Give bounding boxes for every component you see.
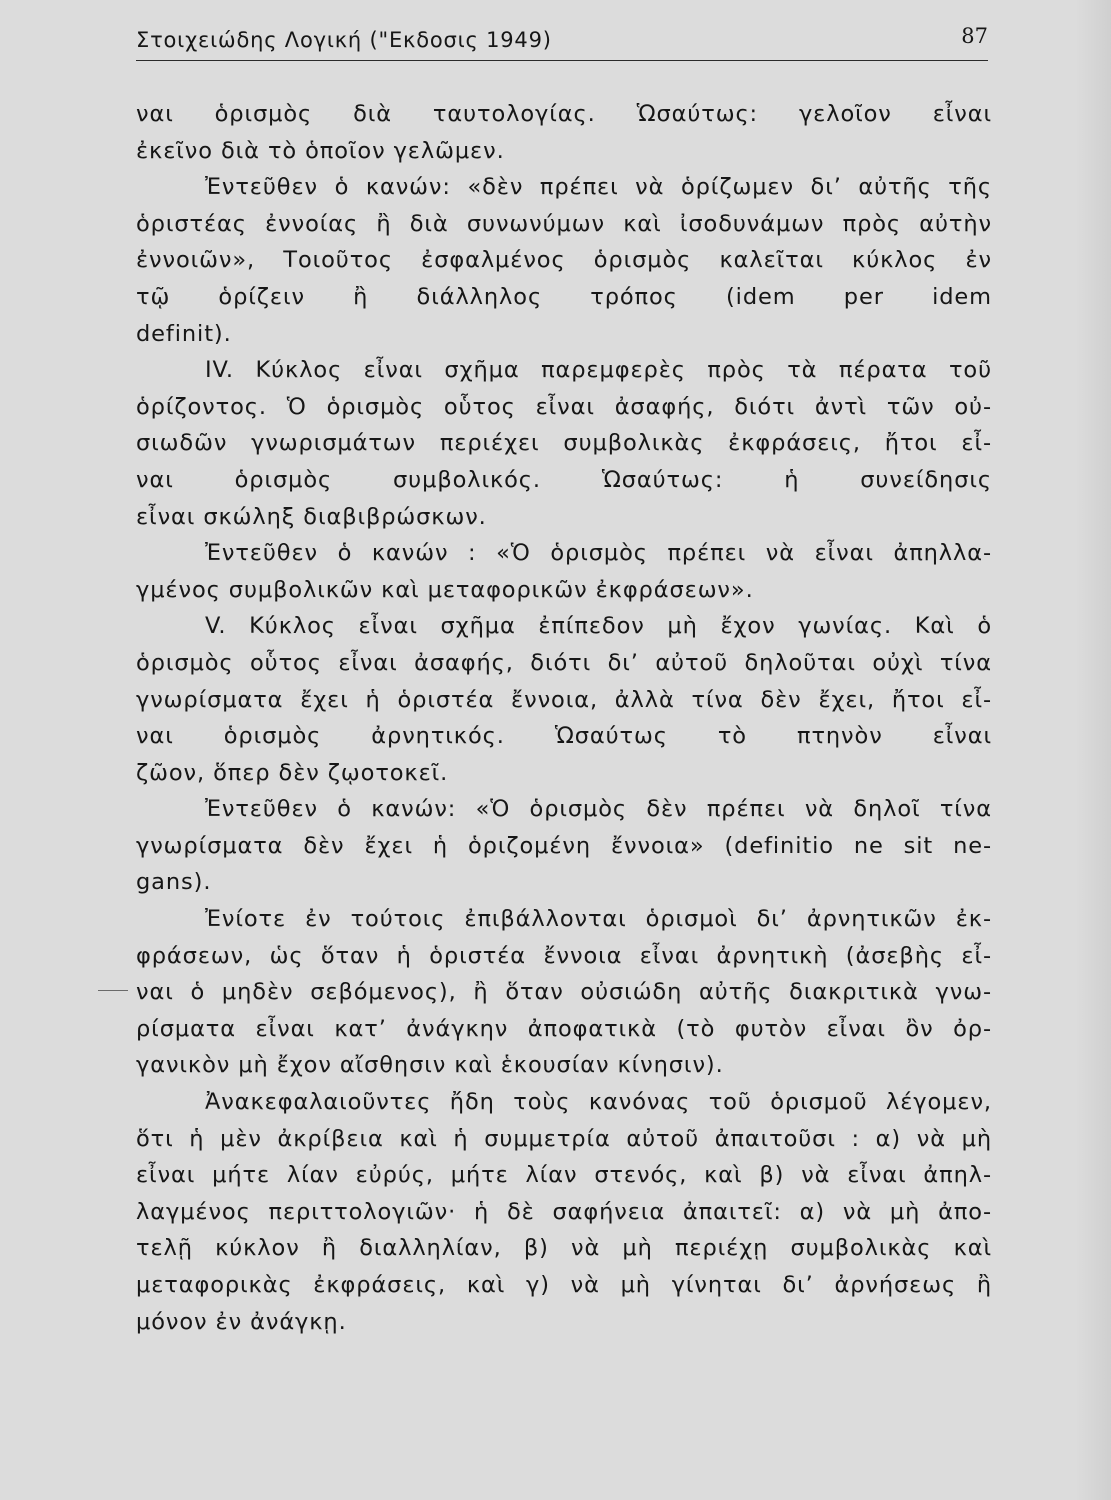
text-line: V. Κύκλος εἶναι σχῆμα ἐπίπεδον μὴ ἔχον γωνίας. Καὶ ὁ — [205, 613, 992, 640]
text-line: ὁριστέας ἐννοίας ἢ διὰ συνωνύμων καὶ ἰσοδυνάμων πρὸς αὐτὴν — [136, 210, 992, 237]
text-line: μόνον ἐν ἀνάγκῃ. — [136, 1308, 347, 1335]
text-line: εἶναι σκώληξ διαβιβρώσκων. — [136, 503, 487, 530]
margin-mark — [98, 990, 128, 991]
text-line: IV. Κύκλος εἶναι σχῆμα παρεμφερὲς πρὸς τὰ πέρατα τοῦ — [205, 357, 992, 384]
running-header — [136, 24, 988, 61]
text-line: γνωρίσματα δὲν ἔχει ἡ ὁριζομένη ἔννοια» (definitio ne sit ne- — [136, 832, 992, 859]
text-line: Ἐντεῦθεν ὁ κανών: «δὲν πρέπει νὰ ὁρίζωμεν δι’ αὐτῆς τῆς — [205, 174, 992, 201]
text-line: γμένος συμβολικῶν καὶ μεταφορικῶν ἐκφράσεων». — [136, 576, 754, 603]
text-line: ναι ὁρισμὸς ἀρνητικός. Ὡσαύτως τὸ πτηνὸν εἶναι — [136, 723, 992, 750]
text-line: ναι ὁρισμὸς συμβολικός. Ὡσαύτως: ἡ συνείδησις — [136, 466, 992, 493]
text-line: λαγμένος περιττολογιῶν· ἡ δὲ σαφήνεια ἀπαιτεῖ: α) νὰ μὴ ἀπο- — [136, 1198, 992, 1225]
text-line: definit). — [136, 320, 232, 347]
text-line: Ἐντεῦθεν ὁ κανών : «Ὁ ὁρισμὸς πρέπει νὰ εἶναι ἀπηλλα- — [205, 540, 992, 567]
text-line: gans). — [136, 869, 212, 896]
text-line: ζῶον, ὅπερ δὲν ζῳοτοκεῖ. — [136, 759, 449, 786]
text-line: Ἐντεῦθεν ὁ κανών: «Ὁ ὁρισμὸς δὲν πρέπει νὰ δηλοῖ τίνα — [205, 796, 992, 823]
text-line: γνωρίσματα ἔχει ἡ ὁριστέα ἔννοια, ἀλλὰ τίνα δὲν ἔχει, ἤτοι εἶ- — [136, 686, 992, 713]
scan-shadow — [1075, 0, 1111, 1500]
text-line: ὁρίζοντος. Ὁ ὁρισμὸς οὗτος εἶναι ἀσαφής, διότι ἀντὶ τῶν οὐ- — [136, 393, 992, 420]
text-line: εἶναι μήτε λίαν εὐρύς, μήτε λίαν στενός, καὶ β) νὰ εἶναι ἀπηλ- — [136, 1162, 992, 1189]
page-number: 87 — [961, 24, 988, 48]
text-line: τελῇ κύκλον ἢ διαλληλίαν, β) νὰ μὴ περιέχῃ συμβολικὰς καὶ — [136, 1235, 992, 1262]
text-line: ναι ὁ μηδὲν σεβόμενος), ἢ ὅταν οὐσιώδη αὐτῆς διακριτικὰ γνω- — [136, 979, 992, 1006]
running-title: Στοιχειώδης Λογική ("Εκδοσις 1949) — [136, 28, 552, 52]
text-line: τῷ ὁρίζειν ἢ διάλληλος τρόπος (idem per idem — [136, 283, 992, 310]
text-line: ὅτι ἡ μὲν ἀκρίβεια καὶ ἡ συμμετρία αὐτοῦ ἀπαιτοῦσι : α) νὰ μὴ — [136, 1125, 992, 1152]
text-line: φράσεων, ὡς ὅταν ἡ ὁριστέα ἔννοια εἶναι ἀρνητικὴ (ἀσεβὴς εἶ- — [136, 942, 992, 969]
text-line: ναι ὁρισμὸς διὰ ταυτολογίας. Ὡσαύτως: γελοῖον εἶναι — [136, 101, 992, 127]
text-line: γανικὸν μὴ ἔχον αἴσθησιν καὶ ἑκουσίαν κίνησιν). — [136, 1052, 724, 1079]
text-line: Ἀνακεφαλαιοῦντες ἤδη τοὺς κανόνας τοῦ ὁρισμοῦ λέγομεν, — [205, 1089, 992, 1116]
text-line: σιωδῶν γνωρισμάτων περιέχει συμβολικὰς ἐκφράσεις, ἤτοι εἶ- — [136, 430, 992, 457]
text-line: ὁρισμὸς οὗτος εἶναι ἀσαφής, διότι δι’ αὐτοῦ δηλοῦται οὐχὶ τίνα — [136, 649, 992, 676]
text-line: ρίσματα εἶναι κατ’ ἀνάγκην ἀποφατικὰ (τὸ φυτὸν εἶναι ὂν ὀρ- — [136, 1015, 992, 1042]
text-line: μεταφορικὰς ἐκφράσεις, καὶ γ) νὰ μὴ γίνηται δι’ ἀρνήσεως ἢ — [136, 1272, 992, 1298]
text-line: ἐννοιῶν», Τοιοῦτος ἐσφαλμένος ὁρισμὸς καλεῖται κύκλος ἐν — [136, 247, 992, 274]
body-text — [136, 96, 992, 1340]
text-line: Ἐνίοτε ἐν τούτοις ἐπιβάλλονται ὁρισμοὶ δι’ ἀρνητικῶν ἐκ- — [205, 906, 992, 933]
text-line: ἐκεῖνο διὰ τὸ ὁποῖον γελῶμεν. — [136, 137, 505, 164]
